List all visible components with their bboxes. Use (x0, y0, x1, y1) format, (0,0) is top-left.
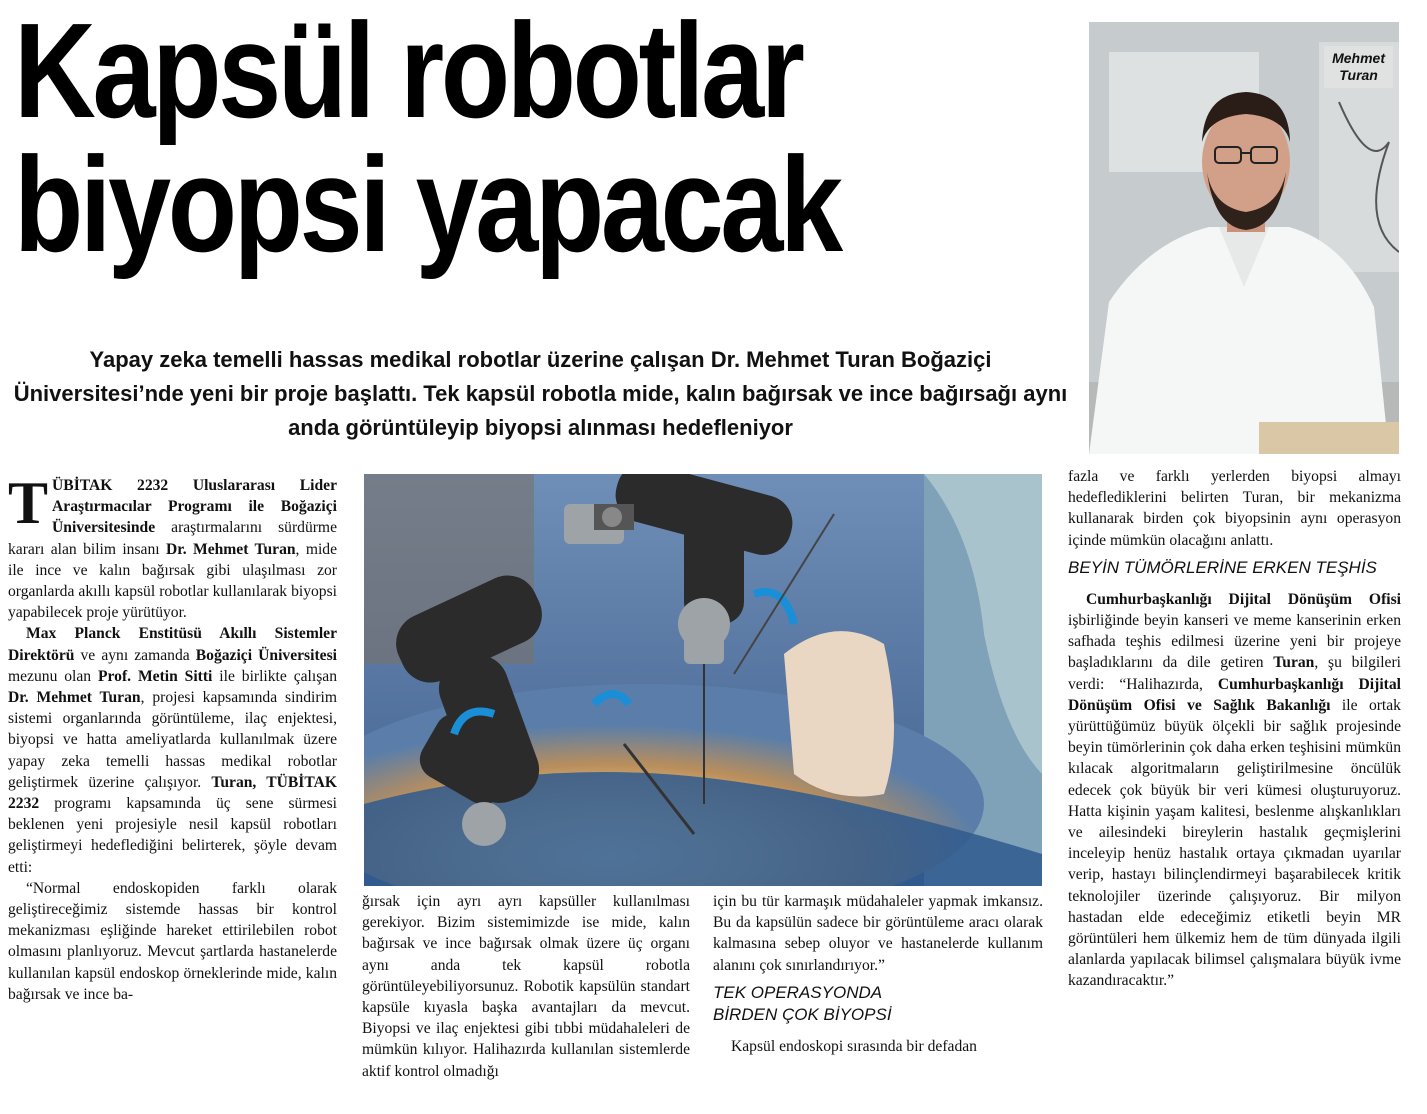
bold-run: Turan (1273, 654, 1315, 672)
portrait-caption-line-2: Turan (1339, 67, 1378, 83)
column-1-paragraph-1 (8, 470, 337, 623)
dropcap: T (8, 470, 49, 536)
headline-line-2: biyopsi yapacak (14, 129, 840, 280)
bold-run: Max Planck Enstitüsü Akıllı Sistemler Direktörü (8, 625, 337, 664)
bold-run: Turan, TÜBİTAK 2232 (8, 773, 338, 813)
headline (14, 0, 904, 280)
deck: Yapay zeka temelli hassas medikal robotlar üzerine çalışan Dr. Mehmet Turan Boğaziçi Üniversitesi’nde yeni bir proje başlattı. Tek kapsül robotla mide, kalın bağırsak ve ince bağırsağı aynı anda görüntüleyip biyopsi alınması hedefleniyor (13, 347, 1068, 440)
article-column-1 (8, 470, 338, 1005)
surgical-robot-photo (364, 474, 1042, 886)
bold-run: Dr. Mehmet Turan (8, 689, 141, 707)
bold-run: Cumhurbaşkanlığı Dijital Dönüşüm Ofisi (1086, 590, 1401, 608)
column-3-subhead (713, 982, 1043, 1026)
column-3-subhead-line-2: BİRDEN ÇOK BİYOPSİ (713, 1004, 892, 1024)
column-3-paragraph-2: Kapsül endoskopi sırasında bir defadan (731, 1037, 977, 1055)
headline-line-1: Kapsül robotlar (14, 0, 802, 146)
surgical-robot-illustration (364, 474, 1042, 886)
column-1-paragraph-3: “Normal endoskopiden farklı olarak geliştireceğimiz sistemde hassas bir kontrol mekanizması eşliğinde hareket ettirilebilen robot olmasını planlıyoruz. Mevcut şartlarda hastanelerde kullanılan kapsül endoskop örneklerinde mide, kalın bağırsak ve ince ba- (8, 879, 337, 1003)
bold-run: Cumhurbaşkanlığı Dijital Dönüşüm Ofisi ve Sağlık Bakanlığı (1068, 675, 1401, 714)
portrait-photo (1089, 22, 1399, 454)
bold-run: ÜBİTAK 2232 Uluslararası Lider Araştırmacılar Programı ile Boğaziçi Üniversitesinde (52, 477, 337, 537)
bold-run: Prof. Metin Sitti (98, 667, 213, 685)
column-4-paragraph-1: fazla ve farklı yerlerden biyopsi almayı hedeflediklerini belirten Turan, bir mekanizma kullanarak birden çok biyopsinin aynı operasyon içinde mümkün olacağını anlattı. (1068, 468, 1401, 549)
article-column-3 (713, 891, 1043, 1057)
portrait-caption (1324, 46, 1393, 88)
column-1-paragraph-1-text: ÜBİTAK 2232 Uluslararası Lider Araştırmacılar Programı ile Boğaziçi Üniversitesinde araştırmalarını sürdürme kararı alan bilim insanı Dr. Mehmet Turan, mide ile ince ve kalın bağırsak gibi ulaşılması zor organlarda akıllı kapsül robotlar kullanılarak biyopsi yapabilecek proje yürütüyor. (8, 477, 337, 622)
article-column-2 (362, 891, 690, 1082)
bold-run: Boğaziçi Üniversitesi (195, 646, 337, 664)
portrait-caption-line-1: Mehmet (1332, 50, 1385, 66)
column-4-subhead: BEYİN TÜMÖRLERİNE ERKEN TEŞHİS (1068, 557, 1377, 577)
bold-run: Dr. Mehmet Turan (165, 540, 296, 558)
column-3-paragraph-1: için bu tür karmaşık müdahaleler yapmak imkansız. Bu da kapsülün sadece bir görüntüleme aracı olarak kalmasına sebep oluyor ve hastanelerde kullanım alanını çok sınırlandırıyor.” (713, 893, 1043, 974)
column-4-paragraph-2: Cumhurbaşkanlığı Dijital Dönüşüm Ofisi işbirliğinde beyin kanseri ve meme kanserinin erken safhada teşhis edilmesi üzerine yeni bir projeye başladıklarını da dile getiren Turan, şu bilgileri verdi: “Halihazırda, Cumhurbaşkanlığı Dijital Dönüşüm Ofisi ve Sağlık Bakanlığı ile ortak yürüttüğümüz büyük ölçekli bir sağlık projesinde beyin tümörlerinin çok daha erken teşhisini mümkün kılacak algoritmaların geliştirilmesine öncülük edecek çok büyük bir veri kümesi oluşturuyoruz. Hatta kişinin yaşam kalitesi, beslenme alışkanlıkları ve ailesindeki bireylerin hastalık geçmişlerini inceleyip henüz hastalık ortaya çıkmadan uyarılar verip, hastayı bilinçlendirmeyi başarabilecek kritik teknolojiler üzerinde çalışıyoruz. Bir milyon hastadan elde edeceğimiz etiketli beyin MR görüntüleri hem ülkemiz hem de tüm dünyada ilgili alanlarda yapılacak bilimsel çalışmalara büyük ivme kazandıracaktır.” (1068, 590, 1401, 990)
article-column-4 (1068, 466, 1401, 992)
column-1-paragraph-2: Max Planck Enstitüsü Akıllı Sistemler Direktörü ve aynı zamanda Boğaziçi Üniversitesi mezunu olan Prof. Metin Sitti ile birlikte çalışan Dr. Mehmet Turan, projesi kapsamında sindirim sistemi organlarında görüntüleme, ilaç enjektesi, biyopsi ve hatta ameliyatlarda kullanılmak üzere yapay zeka temelli hassas medikal robotlar geliştirmek üzerine çalışıyor. Turan, TÜBİTAK 2232 programı kapsamında üç sene sürmesi beklenen yeni projesiyle nesil kapsül robotları geliştirmeyi hedeflediğini belirterek, şöyle devam etti: (8, 625, 338, 876)
column-3-subhead-line-1: TEK OPERASYONDA (713, 982, 883, 1002)
column-2-paragraph-1: ğırsak için ayrı ayrı kapsüller kullanılması gerekiyor. Bizim sistemimizde ise mide, kalın bağırsak ve ince bağırsak olmak üzere üç organı aynı anda tek kapsül robotla görüntüleyebiliyorsunuz. Robotik kapsülün standart kapsüle kıyasla başka avantajları da mevcut. Biyopsi ve ilaç enjektesi gibi tıbbi müdahaleleri de mümkün kılıyor. Halihazırda kullanılan sistemlerde aktif kontrol olmadığı (362, 893, 690, 1080)
